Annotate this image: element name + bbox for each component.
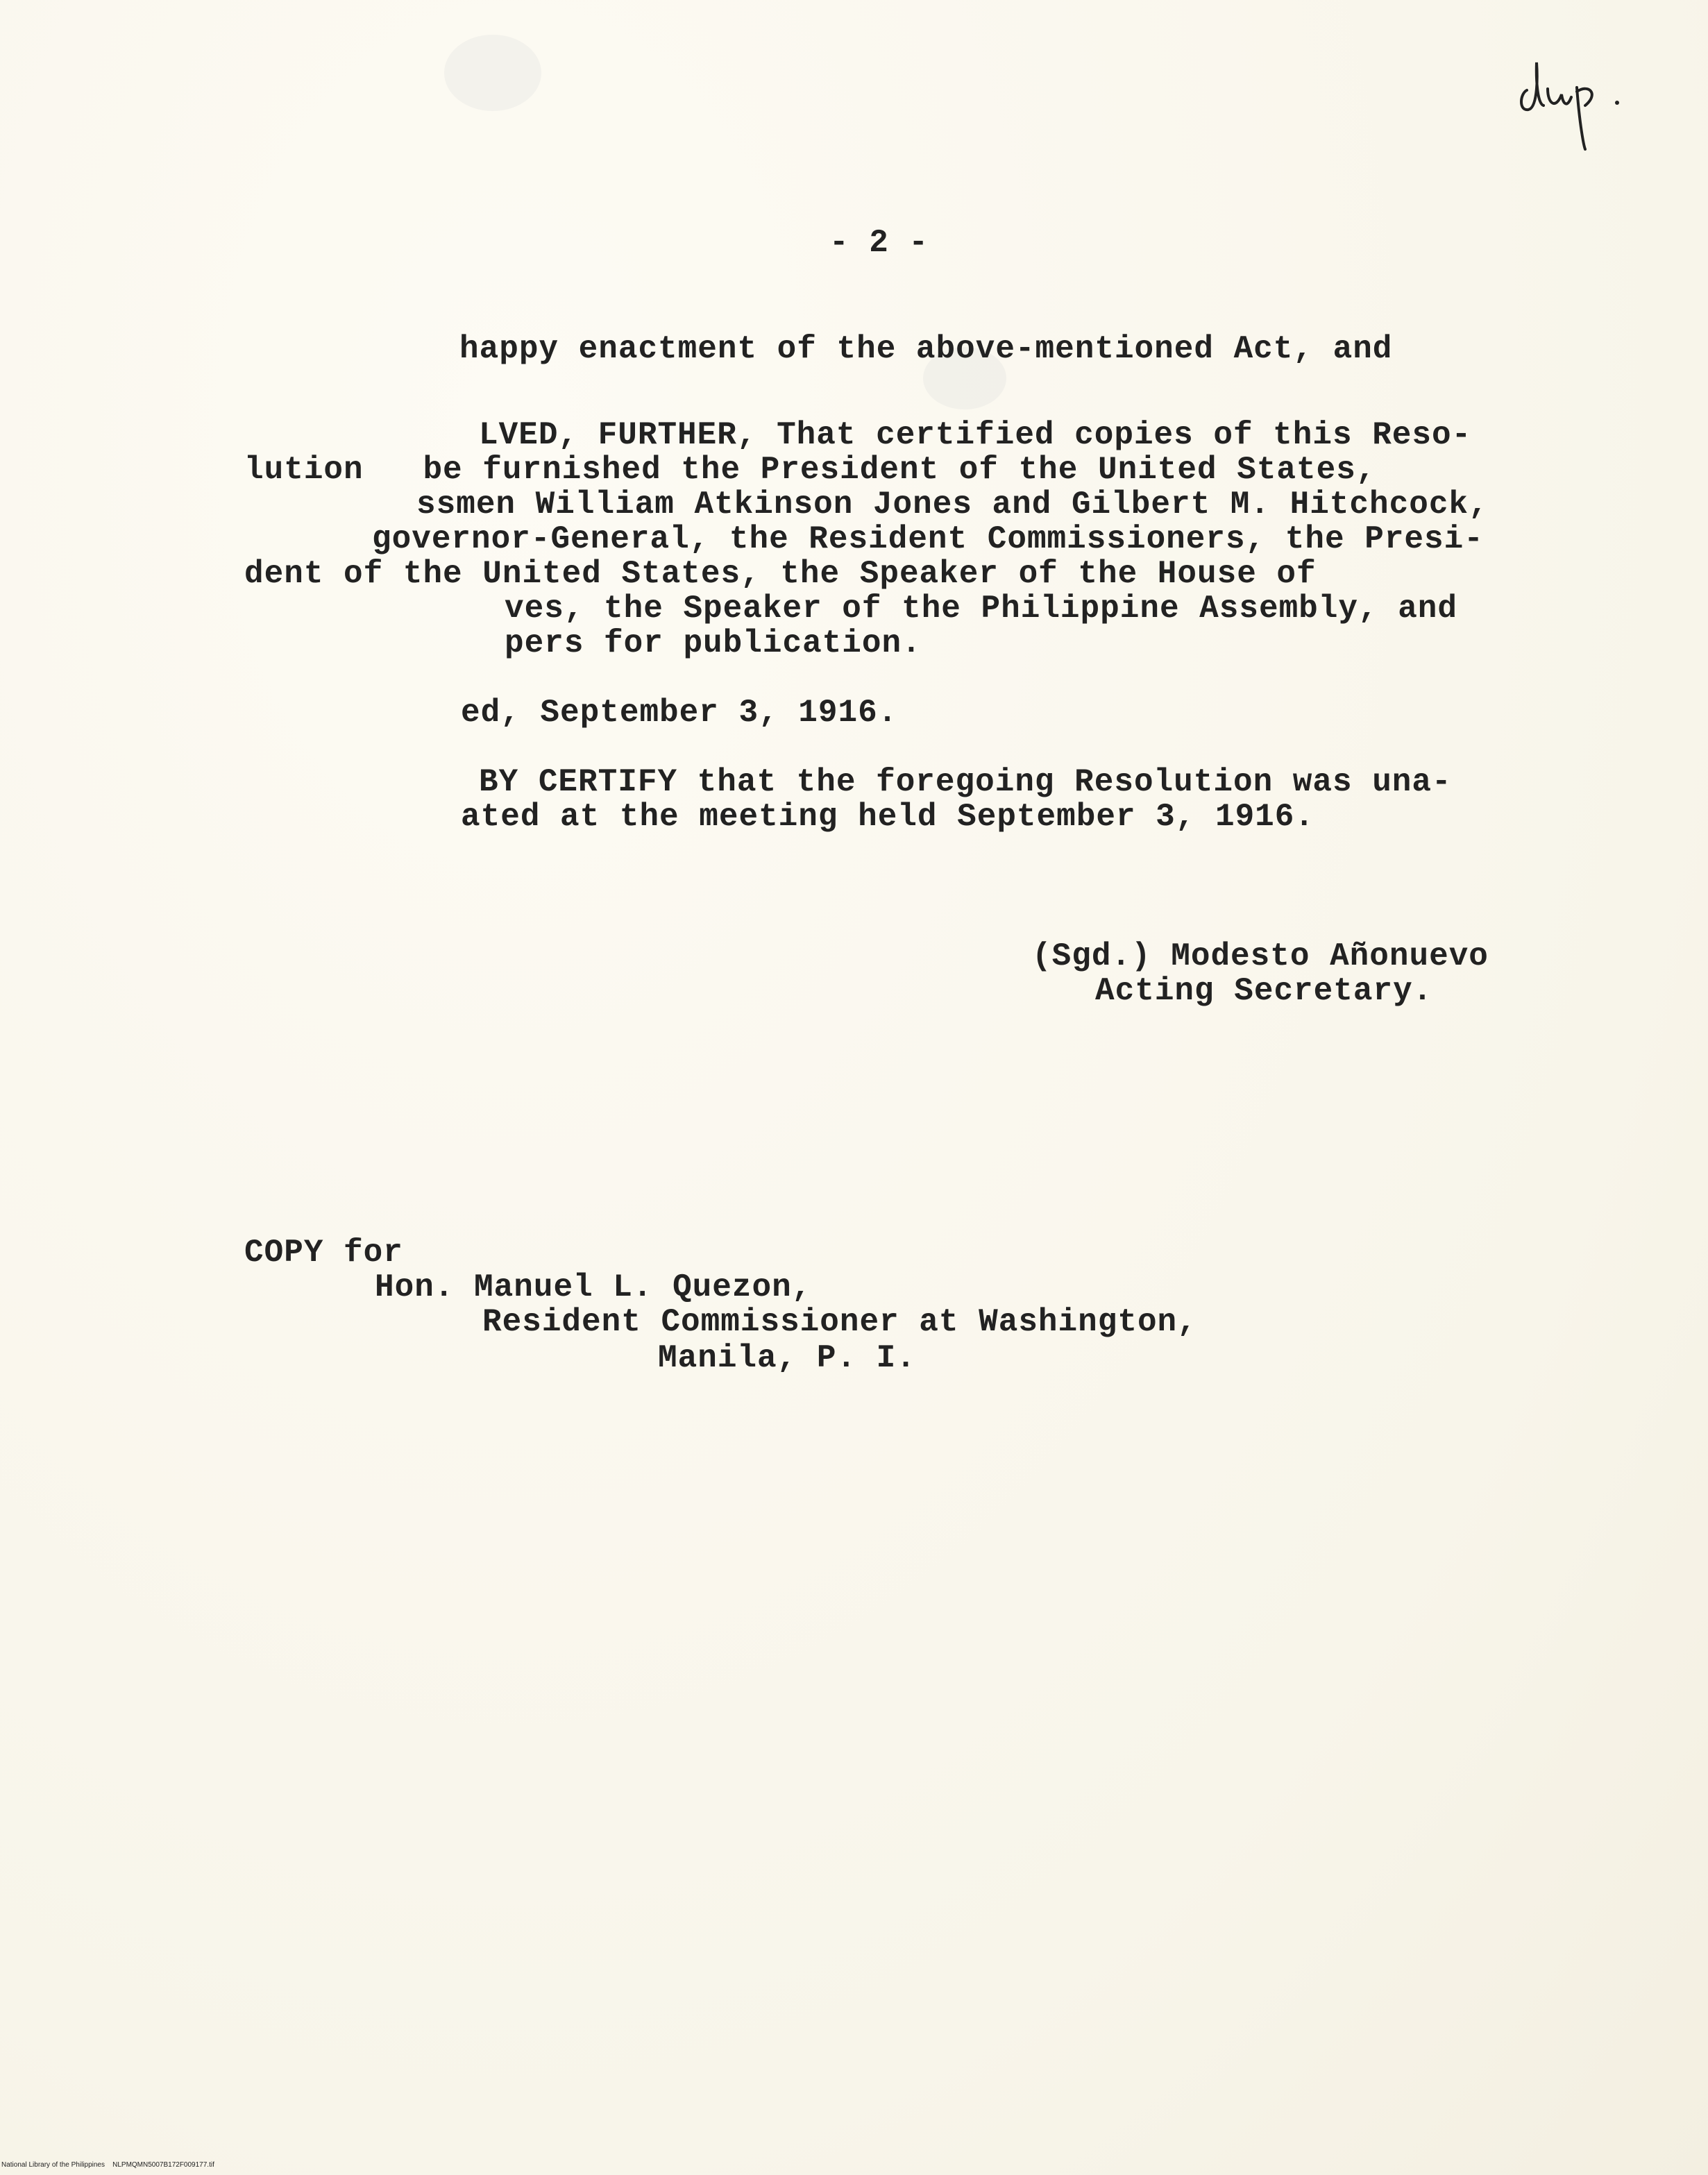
copy-recipient: Hon. Manuel L. Quezon, [375, 1269, 812, 1305]
copy-heading: COPY for [244, 1235, 403, 1271]
body-line-1: happy enactment of the above-mentioned Act, and [459, 331, 1393, 367]
body-line-11: ated at the meeting held September 3, 1916. [461, 799, 1314, 835]
copy-position: Resident Commissioner at Washington, [482, 1304, 1197, 1340]
footer-file-id: NLPMQMN5007B172F009177.tif [112, 2161, 214, 2169]
body-line-7: ves, the Speaker of the Philippine Assembly, and [505, 591, 1458, 627]
body-line-9: ed, September 3, 1916. [461, 695, 898, 731]
body-line-5: governor-General, the Resident Commissioners, the Presi- [372, 521, 1484, 557]
page-number: - 2 - [829, 225, 929, 261]
body-line-2: LVED, FURTHER, That certified copies of this Reso- [479, 417, 1472, 453]
signature-title: Acting Secretary. [1095, 973, 1433, 1009]
body-line-10: BY CERTIFY that the foregoing Resolution was una- [479, 764, 1452, 800]
copy-location: Manila, P. I. [658, 1340, 916, 1376]
signature-name: (Sgd.) Modesto Añonuevo [1032, 938, 1489, 974]
paper-smudge [444, 35, 541, 111]
body-line-6: dent of the United States, the Speaker of the House of [244, 556, 1317, 592]
handwritten-note-dup [1513, 28, 1631, 153]
body-line-8: pers for publication. [505, 625, 922, 661]
body-line-3: lution be furnished the President of the United States, [244, 452, 1376, 488]
footer-library: National Library of the Philippines [1, 2161, 105, 2169]
footer [1, 2161, 214, 2169]
body-line-4: ssmen William Atkinson Jones and Gilbert M. Hitchcock, [416, 486, 1489, 523]
